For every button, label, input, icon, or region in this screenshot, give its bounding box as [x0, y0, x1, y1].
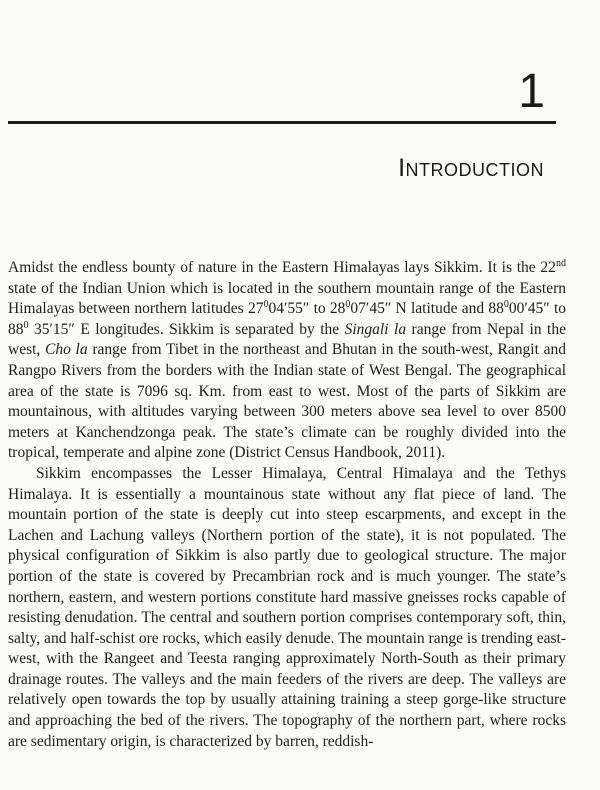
chapter-body [8, 258, 566, 752]
chapter-title: Introduction [398, 154, 544, 182]
chapter-divider [8, 121, 556, 124]
ordinal-suffix: nd [555, 257, 566, 269]
paragraph-1-text-7: range from Nepal in the west, [8, 320, 566, 359]
paragraph-1-text-6: 35′15″ E longitudes. Sikkim is separated by the [28, 320, 345, 338]
degree-mark-1: 0 [263, 299, 269, 311]
paragraph-1-text-5: 00′45″ to 88 [8, 300, 567, 338]
degree-mark-2: 0 [345, 299, 351, 311]
degree-mark-4: 0 [23, 319, 29, 331]
paragraph-2: Sikkim encompasses the Lesser Himalaya, Central Himalaya and the Tethys Himalaya. It is essentially a mountainous state without any flat piece of land. The mountain portion of the state is deeply cut into steep escarpments, and except in the Lachen and Lachung valleys (Northern portion of the state), it is not populated. The physical configuration of Sikkim is also partly due to geological structure. The major portion of the state is covered by Precambrian rock and is much younger. The state’s northern, eastern, and western portions constitute hard massive gneisses rocks capable of resisting denudation. The central and southern portion comprises contemporary soft, thin, salty, and half-schist ore rocks, which easily denude. The mountain range is trending east-west, with the Rangeet and Teesta ranging approximately North-South as their primary drainage routes. The valleys and the main feeders of the rivers are deep. The valleys are relatively open towards the top by usually attaining training a steep gorge-like structure and approaching the bed of the rivers. The topography of the northern part, where rocks are sedimentary origin, is characterized by barren, reddish- [8, 464, 566, 750]
paragraph-1-text-4: 07′45″ N latitude and 88 [350, 300, 504, 318]
paragraph-1-text-3: 04′55″ to 28 [268, 300, 346, 318]
cho-la-term: Cho la [45, 341, 88, 359]
chapter-number: 1 [518, 65, 545, 118]
singali-la-term: Singali la [344, 320, 407, 338]
degree-mark-3: 0 [503, 299, 509, 311]
paragraph-1-text-8: range from Tibet in the northeast and Bhutan in the south-west, Rangit and Rangpo Rivers from the borders with the Indian state of West Bengal. The geographical area of the state is 7096 sq. Km. from east to west. Most of the parts of Sikkim are mountainous, with altitudes varying between 300 meters above sea level to over 8500 meters at Kanchendzonga peak. The state’s climate can be roughly divided into the tropical, temperate and alpine zone (District Census Handbook, 2011). [8, 341, 566, 462]
paragraph-1-text-1: Amidst the endless bounty of nature in the Eastern Himalayas lays Sikkim. It is the 22 [8, 259, 556, 276]
paragraph-1 [8, 258, 566, 464]
paragraph-1-text-2: state of the Indian Union which is located in the southern mountain range of the Eastern Himalayas between northern latitudes 27 [8, 279, 566, 318]
